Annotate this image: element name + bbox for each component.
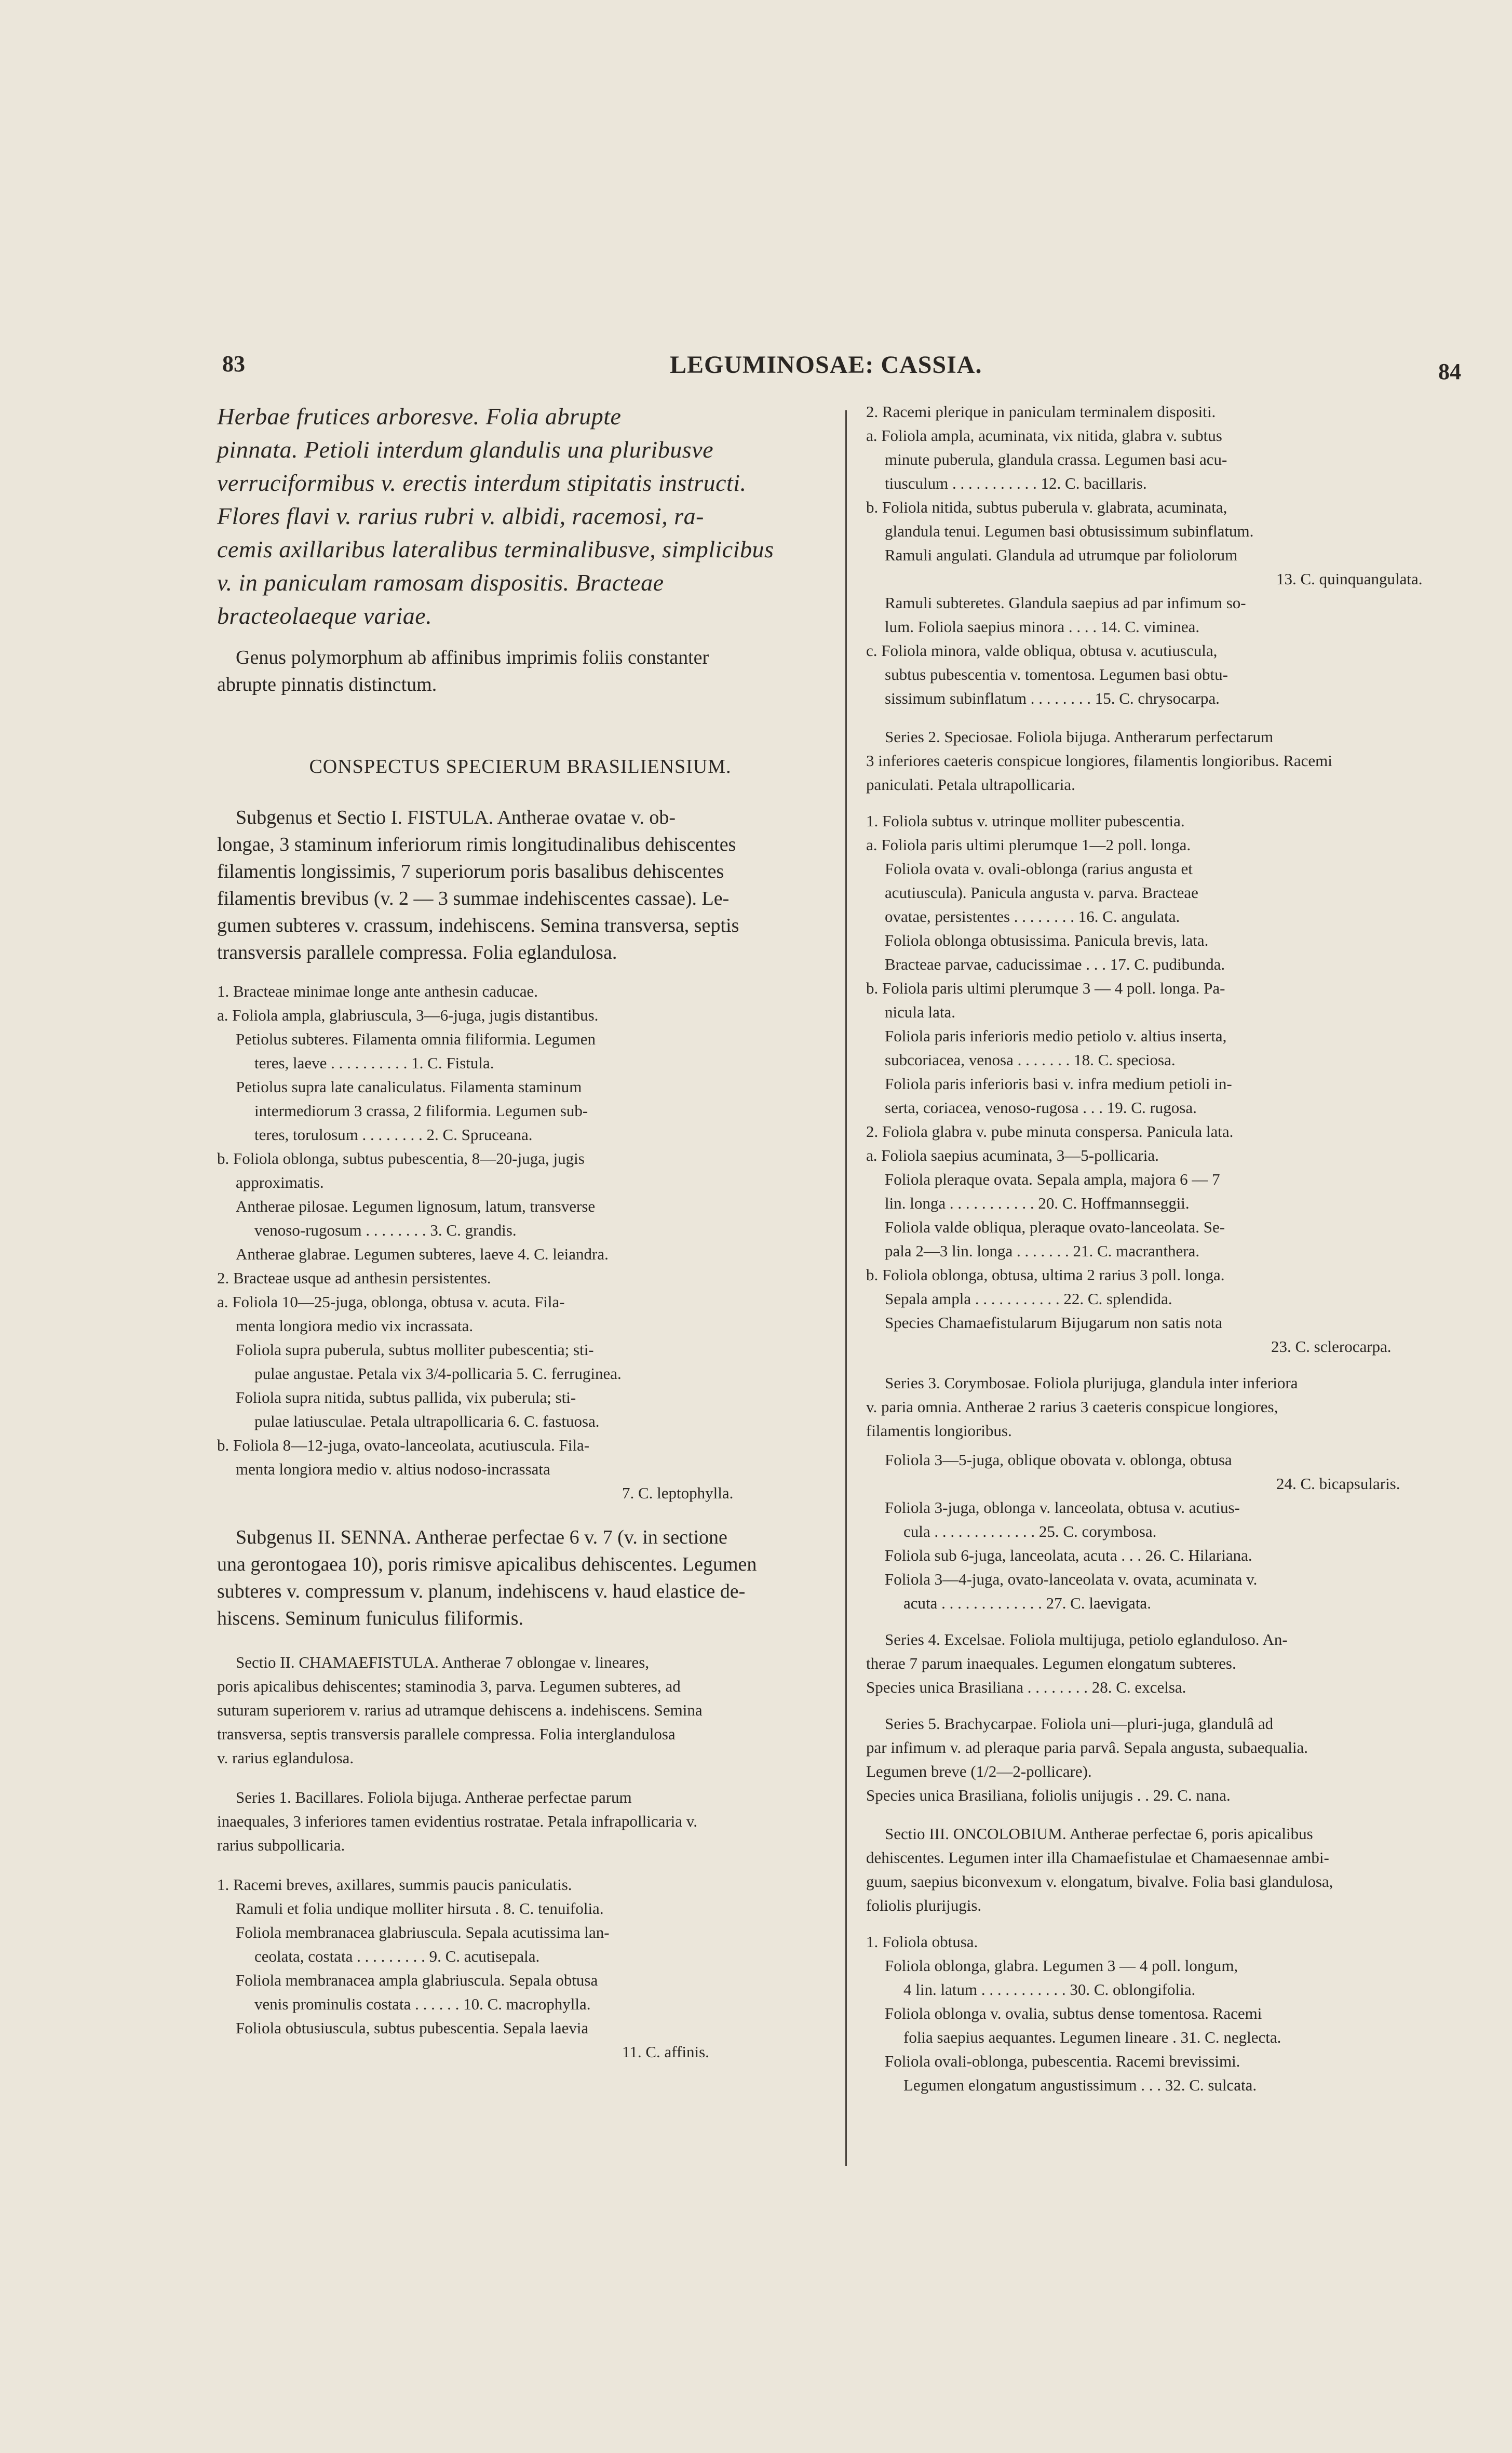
key-line: 1. Foliola obtusa. <box>866 1933 978 1951</box>
text-line: Sectio II. CHAMAEFISTULA. Antherae 7 oblongae v. lineares, <box>236 1653 650 1671</box>
series-bacillares <box>217 1786 824 1857</box>
key-line: teres, torulosum . . . . . . . . 2. C. Spruceana. <box>254 1125 533 1144</box>
key-line: Foliola membranacea glabriuscula. Sepala acutissima lan- <box>236 1923 610 1941</box>
text-line: therae 7 parum inaequales. Legumen elongatum subteres. <box>866 1654 1236 1672</box>
text-line: una gerontogaea 10), poris rimisve apicalibus dehiscentes. Legumen <box>217 1553 757 1575</box>
species-key <box>217 1873 824 2064</box>
right-column <box>866 400 1467 2097</box>
key-line: menta longiora medio v. altius nodoso-incrassata <box>236 1460 550 1478</box>
species-key <box>866 400 1467 711</box>
key-line: 2. Racemi plerique in paniculam terminalem dispositi. <box>866 403 1216 421</box>
key-line: Antherae glabrae. Legumen subteres, laeve 4. C. leiandra. <box>236 1245 609 1263</box>
subgenus-fistula <box>217 804 824 966</box>
key-line: Bracteae parvae, caducissimae . . . 17. C. pudibunda. <box>885 955 1225 973</box>
key-line: teres, laeve . . . . . . . . . . 1. C. Fistula. <box>254 1054 494 1072</box>
text-line: transversis parallele compressa. Folia eglandulosa. <box>217 942 617 963</box>
text-line: Species unica Brasiliana, foliolis unijugis . . 29. C. nana. <box>866 1786 1231 1804</box>
key-line: Foliola 3—4-juga, ovato-lanceolata v. ovata, acuminata v. <box>885 1570 1258 1588</box>
text-line: Series 2. Speciosae. Foliola bijuga. Antherarum perfectarum <box>885 728 1274 746</box>
series-corymbosae <box>866 1371 1467 1443</box>
series-excelsae <box>866 1628 1467 1699</box>
text-line: filamentis longissimis, 7 superiorum poris basalibus dehiscentes <box>217 861 724 882</box>
text-line: par infimum v. ad pleraque paria parvâ. Sepala angusta, subaequalia. <box>866 1738 1308 1757</box>
key-line: a. Foliola saepius acuminata, 3—5-pollicaria. <box>866 1146 1159 1164</box>
page-number-right: 84 <box>1438 359 1461 384</box>
key-line: Foliola oblonga, glabra. Legumen 3 — 4 poll. longum, <box>885 1956 1238 1975</box>
species-key <box>866 809 1467 1359</box>
key-line: Foliola sub 6-juga, lanceolata, acuta . . . 26. C. Hilariana. <box>885 1546 1252 1564</box>
key-line: glandula tenui. Legumen basi obtusissimum subinflatum. <box>885 522 1254 540</box>
key-line: Foliola oblonga v. ovalia, subtus dense tomentosa. Racemi <box>885 2004 1262 2022</box>
key-line: Petiolus subteres. Filamenta omnia filiformia. Legumen <box>236 1030 596 1048</box>
key-line: 11. C. affinis. <box>622 2043 709 2061</box>
left-column <box>217 400 824 2064</box>
text-line: filamentis longioribus. <box>866 1422 1012 1440</box>
key-line: Foliola paris inferioris basi v. infra medium petioli in- <box>885 1075 1232 1093</box>
key-line: Foliola 3—5-juga, oblique obovata v. oblonga, obtusa <box>885 1451 1232 1469</box>
text-line: Series 3. Corymbosae. Foliola plurijuga, glandula inter inferiora <box>885 1374 1298 1392</box>
key-line: pulae latiusculae. Petala ultrapollicaria 6. C. fastuosa. <box>254 1412 600 1430</box>
key-line: Sepala ampla . . . . . . . . . . . 22. C. splendida. <box>885 1290 1172 1308</box>
key-line: b. Foliola oblonga, obtusa, ultima 2 rarius 3 poll. longa. <box>866 1266 1225 1284</box>
key-line: lin. longa . . . . . . . . . . . 20. C. Hoffmannseggii. <box>885 1194 1190 1212</box>
text-line: rarius subpollicaria. <box>217 1836 345 1854</box>
key-line: Foliola ovata v. ovali-oblonga (rarius angusta et <box>885 860 1193 878</box>
species-key <box>866 1930 1467 2097</box>
key-line: a. Foliola ampla, glabriuscula, 3—6-juga, jugis distantibus. <box>217 1006 599 1024</box>
genus-note <box>217 644 824 698</box>
text-line: paniculati. Petala ultrapollicaria. <box>866 775 1075 794</box>
text-line: Herbae frutices arboresve. Folia abrupte <box>217 403 622 430</box>
series-brachycarpae <box>866 1712 1467 1807</box>
key-line: b. Foliola nitida, subtus puberula v. glabrata, acuminata, <box>866 498 1227 516</box>
species-key <box>866 1448 1467 1615</box>
text-line: v. in paniculam ramosam dispositis. Bracteae <box>217 569 664 596</box>
text-line: inaequales, 3 inferiores tamen evidentius rostratae. Petala infrapollicaria v. <box>217 1812 698 1830</box>
key-line: Foliola supra nitida, subtus pallida, vix puberula; sti- <box>236 1388 576 1406</box>
key-line: Legumen elongatum angustissimum . . . 32. C. sulcata. <box>903 2076 1257 2094</box>
key-line: b. Foliola 8—12-juga, ovato-lanceolata, acutiuscula. Fila- <box>217 1436 590 1454</box>
text-line: Series 5. Brachycarpae. Foliola uni—pluri-juga, glandulâ ad <box>885 1714 1274 1733</box>
key-line: Species Chamaefistularum Bijugarum non satis nota <box>885 1313 1223 1332</box>
key-line: tiusculum . . . . . . . . . . . 12. C. bacillaris. <box>885 474 1147 492</box>
key-line: Foliola ovali-oblonga, pubescentia. Racemi brevissimi. <box>885 2052 1240 2070</box>
key-line: Foliola obtusiuscula, subtus pubescentia. Sepala laevia <box>236 2019 589 2037</box>
key-line: acuta . . . . . . . . . . . . . 27. C. laevigata. <box>903 1594 1151 1612</box>
subgenus-senna <box>217 1524 824 1632</box>
text-line: Subgenus II. SENNA. Antherae perfectae 6 v. 7 (v. in sectione <box>236 1526 727 1548</box>
key-line: pulae angustae. Petala vix 3/4-pollicaria 5. C. ferruginea. <box>254 1364 622 1383</box>
key-line: Foliola 3-juga, oblonga v. lanceolata, obtusa v. acutius- <box>885 1498 1240 1517</box>
text-line: cemis axillaribus lateralibus terminalibusve, simplicibus <box>217 536 774 562</box>
running-title: LEGUMINOSAE: CASSIA. <box>670 351 982 379</box>
key-line: venoso-rugosum . . . . . . . . 3. C. grandis. <box>254 1221 517 1239</box>
text-line: Species unica Brasiliana . . . . . . . . 28. C. excelsa. <box>866 1678 1186 1696</box>
text-line: v. rarius eglandulosa. <box>217 1749 354 1767</box>
key-line: 4 lin. latum . . . . . . . . . . . 30. C. oblongifolia. <box>903 1980 1196 1999</box>
key-line: c. Foliola minora, valde obliqua, obtusa v. acutiuscula, <box>866 641 1218 660</box>
key-line: 1. Racemi breves, axillares, summis paucis paniculatis. <box>217 1875 572 1894</box>
key-line: Foliola pleraque ovata. Sepala ampla, majora 6 — 7 <box>885 1170 1220 1188</box>
key-line: Foliola membranacea ampla glabriuscula. Sepala obtusa <box>236 1971 598 1989</box>
key-line: 2. Bracteae usque ad anthesin persistentes. <box>217 1269 491 1287</box>
key-line: Ramuli subteretes. Glandula saepius ad par infimum so- <box>885 594 1246 612</box>
text-line: transversa, septis transversis parallele compressa. Folia interglandulosa <box>217 1725 676 1743</box>
key-line: approximatis. <box>236 1173 324 1191</box>
text-line: subteres v. compressum v. planum, indehiscens v. haud elastice de- <box>217 1580 746 1602</box>
key-line: Foliola supra puberula, subtus molliter pubescentia; sti- <box>236 1341 594 1359</box>
text-line: gumen subteres v. crassum, indehiscens. Semina transversa, septis <box>217 915 739 936</box>
text-line: pinnata. Petioli interdum glandulis una pluribusve <box>217 436 714 463</box>
key-line: intermediorum 3 crassa, 2 filiformia. Legumen sub- <box>254 1102 588 1120</box>
key-line: Ramuli et folia undique molliter hirsuta . 8. C. tenuifolia. <box>236 1899 604 1918</box>
text-line: 3 inferiores caeteris conspicue longiores, filamentis longioribus. Racemi <box>866 752 1332 770</box>
column-divider <box>845 410 847 2166</box>
key-line: ovatae, persistentes . . . . . . . . 16. C. angulata. <box>885 907 1180 926</box>
key-line: Foliola paris inferioris medio petiolo v. altius inserta, <box>885 1027 1227 1045</box>
sectio-chamaefistula <box>217 1651 824 1770</box>
key-line: 1. Bracteae minimae longe ante anthesin caducae. <box>217 982 538 1000</box>
text-line: guum, saepius biconvexum v. elongatum, bivalve. Folia basi glandulosa, <box>866 1872 1333 1891</box>
text-line: bracteolaeque variae. <box>217 602 433 629</box>
key-line: 24. C. bicapsularis. <box>1276 1475 1400 1493</box>
text-line: Sectio III. ONCOLOBIUM. Antherae perfectae 6, poris apicalibus <box>885 1825 1313 1843</box>
text-line: Series 1. Bacillares. Foliola bijuga. Antherae perfectae parum <box>236 1788 632 1806</box>
text-line: Flores flavi v. rarius rubri v. albidi, racemosi, ra- <box>217 503 704 529</box>
text-line: dehiscentes. Legumen inter illa Chamaefistulae et Chamaesennae ambi- <box>866 1848 1329 1867</box>
text-line: suturam superiorem v. rarius ad utramque dehiscens a. indehiscens. Semina <box>217 1701 703 1719</box>
text-line: Genus polymorphum ab affinibus imprimis foliis constanter <box>236 647 709 668</box>
key-line: 2. Foliola glabra v. pube minuta conspersa. Panicula lata. <box>866 1122 1234 1141</box>
text-line: v. paria omnia. Antherae 2 rarius 3 caeteris conspicue longiores, <box>866 1398 1278 1416</box>
text-line: hiscens. Seminum funiculus filiformis. <box>217 1607 524 1629</box>
key-line: b. Foliola oblonga, subtus pubescentia, 8—20-juga, jugis <box>217 1149 585 1168</box>
key-line: sissimum subinflatum . . . . . . . . 15. C. chrysocarpa. <box>885 689 1220 707</box>
key-line: 23. C. sclerocarpa. <box>1271 1337 1392 1356</box>
text-line: poris apicalibus dehiscentes; staminodia 3, parva. Legumen subteres, ad <box>217 1677 681 1695</box>
key-line: folia saepius aequantes. Legumen lineare . 31. C. neglecta. <box>903 2028 1281 2046</box>
key-line: Foliola valde obliqua, pleraque ovato-lanceolata. Se- <box>885 1218 1225 1236</box>
key-line: minute puberula, glandula crassa. Legumen basi acu- <box>885 450 1227 468</box>
key-line: lum. Foliola saepius minora . . . . 14. C. viminea. <box>885 618 1200 636</box>
genus-description <box>217 400 824 633</box>
key-line: b. Foliola paris ultimi plerumque 3 — 4 poll. longa. Pa- <box>866 979 1225 997</box>
key-line: a. Foliola 10—25-juga, oblonga, obtusa v. acuta. Fila- <box>217 1293 565 1311</box>
key-line: a. Foliola ampla, acuminata, vix nitida, glabra v. subtus <box>866 426 1222 445</box>
text-line: verruciformibus v. erectis interdum stipitatis instructi. <box>217 470 747 496</box>
text-line: Subgenus et Sectio I. FISTULA. Antherae ovatae v. ob- <box>236 807 676 828</box>
section-heading: CONSPECTUS SPECIERUM BRASILIENSIUM. <box>309 756 732 778</box>
key-line: Foliola oblonga obtusissima. Panicula brevis, lata. <box>885 931 1209 949</box>
key-line: subtus pubescentia v. tomentosa. Legumen basi obtu- <box>885 665 1228 683</box>
text-line: foliolis plurijugis. <box>866 1896 982 1914</box>
text-line: longae, 3 staminum inferiorum rimis longitudinalibus dehiscentes <box>217 834 736 855</box>
sectio-oncolobium <box>866 1822 1467 1918</box>
key-line: a. Foliola paris ultimi plerumque 1—2 poll. longa. <box>866 836 1191 854</box>
key-line: serta, coriacea, venoso-rugosa . . . 19. C. rugosa. <box>885 1098 1197 1117</box>
species-key <box>217 980 824 1505</box>
key-line: venis prominulis costata . . . . . . 10. C. macrophylla. <box>254 1995 591 2013</box>
key-line: nicula lata. <box>885 1003 955 1021</box>
key-line: menta longiora medio vix incrassata. <box>236 1317 474 1335</box>
series-speciosae <box>866 725 1467 797</box>
key-line: cula . . . . . . . . . . . . . 25. C. corymbosa. <box>903 1522 1157 1540</box>
key-line: ceolata, costata . . . . . . . . . 9. C. acutisepala. <box>254 1947 540 1965</box>
key-line: 13. C. quinquangulata. <box>1276 570 1423 588</box>
text-line: abrupte pinnatis distinctum. <box>217 674 437 695</box>
key-line: Ramuli angulati. Glandula ad utrumque par foliolorum <box>885 546 1238 564</box>
text-line: filamentis brevibus (v. 2 — 3 summae indehiscentes cassae). Le- <box>217 888 730 909</box>
key-line: acutiuscula). Panicula angusta v. parva. Bracteae <box>885 883 1198 902</box>
key-line: Petiolus supra late canaliculatus. Filamenta staminum <box>236 1078 582 1096</box>
key-line: 1. Foliola subtus v. utrinque molliter pubescentia. <box>866 812 1185 830</box>
key-line: Antherae pilosae. Legumen lignosum, latum, transverse <box>236 1197 596 1215</box>
page-number-left: 83 <box>222 351 245 377</box>
text-line: Series 4. Excelsae. Foliola multijuga, petiolo eglanduloso. An- <box>885 1630 1288 1648</box>
key-line: pala 2—3 lin. longa . . . . . . . 21. C. macranthera. <box>885 1242 1200 1260</box>
key-line: 7. C. leptophylla. <box>622 1484 734 1502</box>
key-line: subcoriacea, venosa . . . . . . . 18. C. speciosa. <box>885 1051 1176 1069</box>
text-line: Legumen breve (1/2—2-pollicare). <box>866 1762 1092 1780</box>
